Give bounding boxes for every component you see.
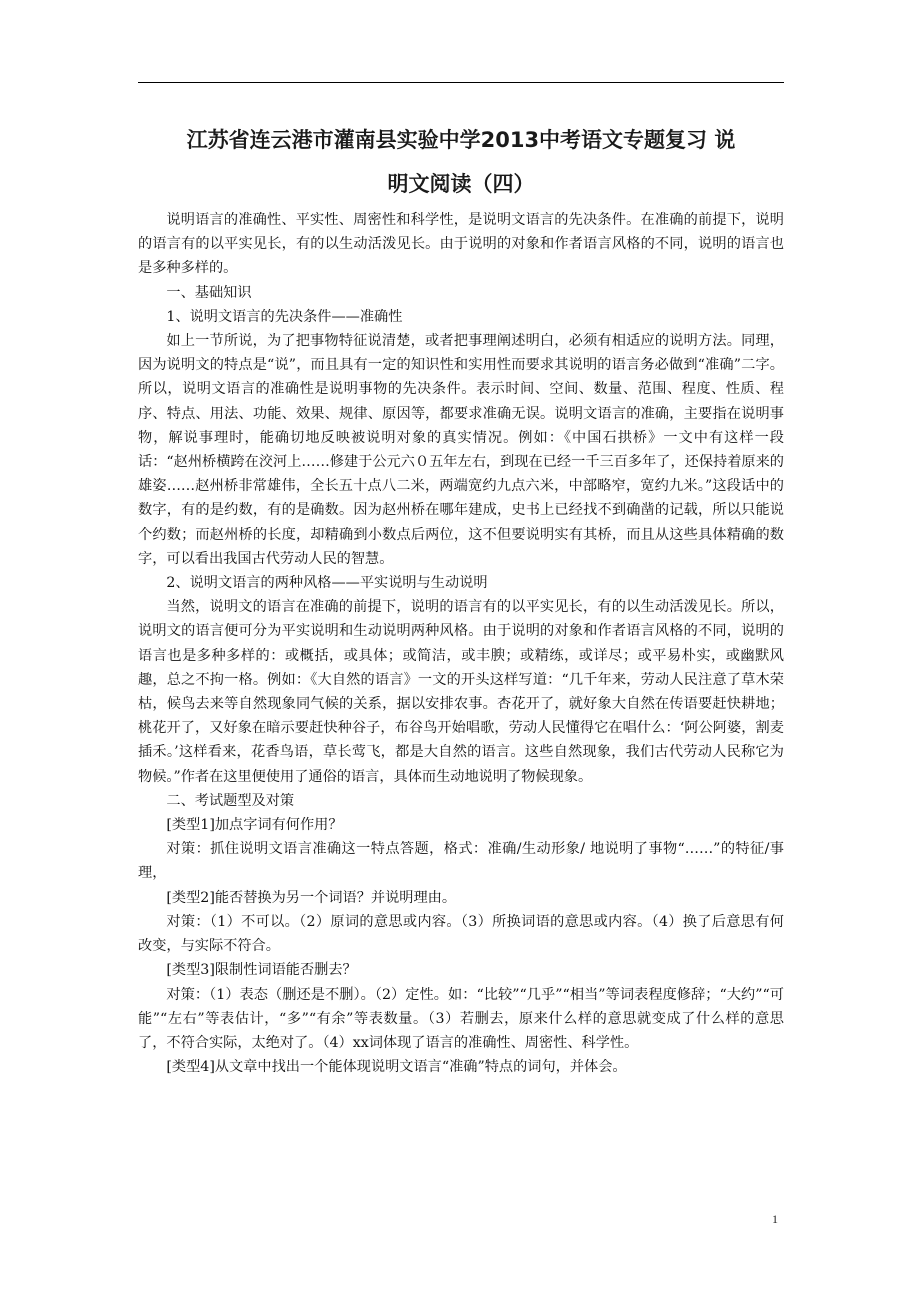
type-3-strategy: 对策：（1）表态（删还是不删）。（2）定性。如：“比较”“几乎”“相当”等词表程度修辞；“大约”“可能”“左右”等表估计，“多”“有余”等表数量。（3）若删去，原来什么样的意思就变成了什么样的意思了，不符合实际，太绝对了。（4）xx词体现了语言的准确性、周密性、科学性。 (138, 986, 784, 1051)
type-4-question: [类型4]从文章中找出一个能体现说明文语言“准确”特点的词句，并体会。 (166, 1059, 627, 1076)
document-body (138, 208, 784, 1079)
type-2-question: [类型2]能否替换为另一个词语？并说明理由。 (166, 889, 457, 906)
header-rule (138, 82, 784, 83)
document-title (138, 118, 784, 206)
paragraph-accuracy: 如上一节所说，为了把事物特征说清楚，或者把事理阐述明白，必须有相适应的说明方法。同理，因为说明文的特点是“说”，而且具有一定的知识性和实用性而要求其说明的语言务必做到“准确”二字。所以，说明文语言的准确性是说明事物的先决条件。表示时间、空间、数量、范围、程度、性质、程序、特点、用法、功能、效果、规律、原因等，都要求准确无误。说明文语言的准确，主要指在说明事物，解说事理时，能确切地反映被说明对象的真实情况。例如：《中国石拱桥》一文中有这样一段话：“赵州桥横跨在洨河上……修建于公元六０五年左右，到现在已经一千三百多年了，还保持着原来的雄姿……赵州桥非常雄伟，全长五十点八二米，两端宽约九点六米，中部略窄，宽约九米。”这段话中的数字，有的是约数，有的是确数。因为赵州桥在哪年建成，史书上已经找不到确凿的记载，所以只能说个约数；而赵州桥的长度，却精确到小数点后两位，这不但要说明实有其桥，而且从这些具体精确的数字，可以看出我国古代劳动人民的智慧。 (138, 333, 784, 567)
section-heading-basics: 一、基础知识 (166, 284, 252, 301)
page-number: 1 (772, 1212, 778, 1226)
subheading-styles: 2、说明文语言的两种风格——平实说明与生动说明 (166, 575, 488, 592)
type-3-question: [类型3]限制性词语能否删去？ (166, 962, 357, 979)
type-2-strategy: 对策：（1）不可以。（2）原词的意思或内容。（3）所换词语的意思或内容。（4）换了后意思有何改变，与实际不符合。 (138, 913, 784, 955)
title-line-1: 江苏省连云港市灌南县实验中学2013中考语文专题复习 说 (186, 128, 736, 152)
section-heading-exam: 二、考试题型及对策 (166, 792, 295, 809)
type-1-strategy: 对策：抓住说明文语言准确这一特点答题，格式：准确/生动形象/ 地说明了事物“……”的特征/事理， (138, 841, 784, 882)
subheading-accuracy: 1、说明文语言的先决条件——准确性 (166, 308, 403, 325)
title-line-2: 明文阅读（四） (387, 172, 535, 196)
paragraph-styles: 当然，说明文的语言在准确的前提下，说明的语言有的以平实见长，有的以生动活泼见长。所以，说明文的语言便可分为平实说明和生动说明两种风格。由于说明的对象和作者语言风格的不同，说明的语言也是多种多样的：或概括，或具体；或简洁，或丰腴；或精练，或详尽；或平易朴实，或幽默风趣，总之不拘一格。例如：《大自然的语言》一文的开头这样写道：“几千年来，劳动人民注意了草木荣枯，候鸟去来等自然现象同气候的关系，据以安排农事。杏花开了，就好象大自然在传语要赶快耕地；桃花开了，又好象在暗示要赶快种谷子，布谷鸟开始唱歌，劳动人民懂得它在唱什么：‘阿公阿婆，割麦插禾。’这样看来，花香鸟语，草长莺飞，都是大自然的语言。这些自然现象，我们古代劳动人民称它为物候。”作者在这里便使用了通俗的语言，具体而生动地说明了物候现象。 (138, 599, 784, 785)
intro-paragraph: 说明语言的准确性、平实性、周密性和科学性，是说明文语言的先决条件。在准确的前提下，说明的语言有的以平实见长，有的以生动活泼见长。由于说明的对象和作者语言风格的不同，说明的语言也是多种多样的。 (138, 212, 784, 277)
type-1-question: [类型1]加点字词有何作用？ (166, 817, 343, 834)
